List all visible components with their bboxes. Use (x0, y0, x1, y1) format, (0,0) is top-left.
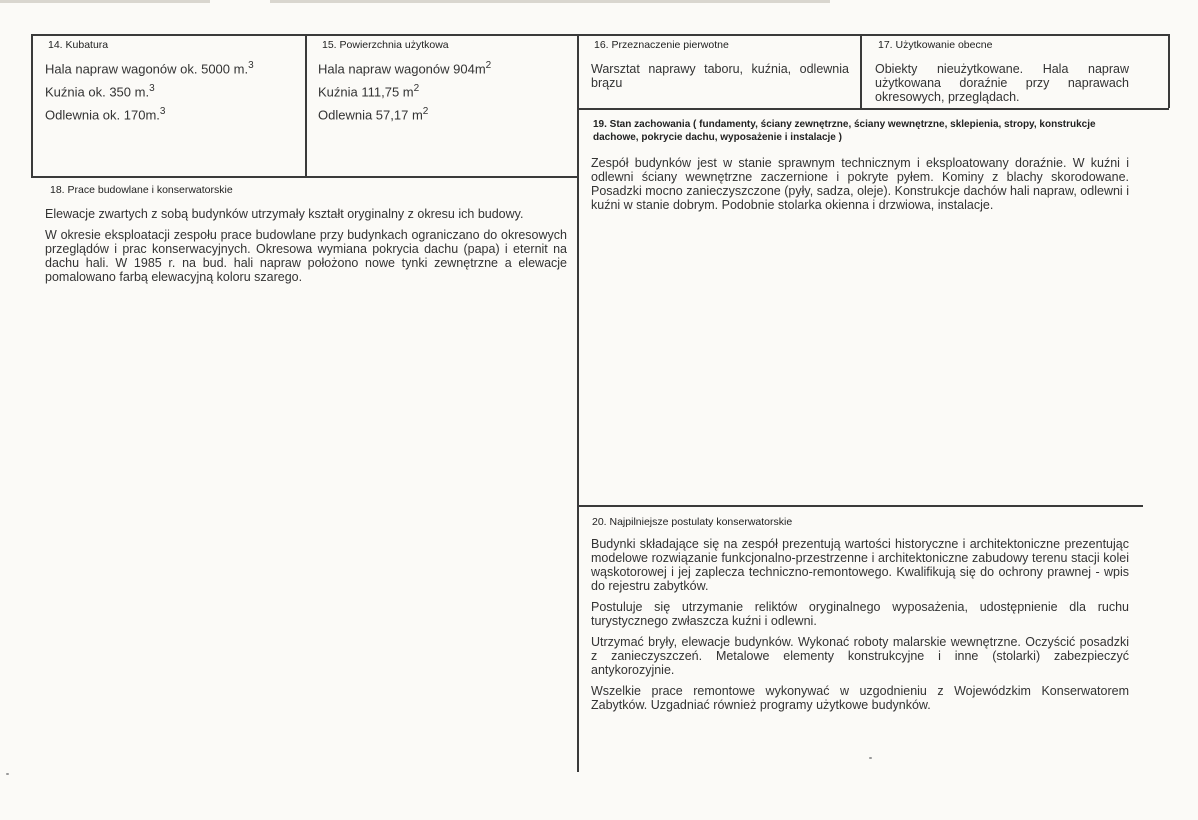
paragraph: W okresie eksploatacji zespołu prace budowlane przy budynkach ograniczano do okresowych przeglądów i prac konserwacyjnych. Okresowa wymiana pokrycia dachu (papa) i eternit na dachu hali. W 1985 r. na bud. hali napraw położono nowe tynki zewnętrzne a elewacje pomalowano farbą elewacyjną koloru szarego. (45, 228, 567, 284)
section-16-text: Warsztat naprawy taboru, kuźnia, odlewnia brązu (591, 62, 849, 90)
powierzchnia-line: Odlewnia 57,17 $m^2$ (318, 106, 429, 123)
paragraph: Utrzymać bryły, elewacje budynków. Wykonać roboty malarskie wewnętrzne. Oczyścić posadzki z zanieczyszczeń. Metalowe elementy konstrukcyjne i inne (stolarki) zabezpieczyć antykorozyjnie. (591, 635, 1129, 677)
section-19-text: Zespół budynków jest w stanie sprawnym technicznym i eksploatowany doraźnie. W kuźni i odlewni ściany wewnętrzne zaczernione i pokryte pyłem. Kominy z blachy skorodowane. Posadzki mocno zanieczyszczone (pyły, sadza, oleje). Konstrukcje dachów hali napraw, odlewni i kuźni w stanie dobrym. Podobnie stolarka okienna i drzwiowa, instalacje. (591, 156, 1129, 212)
section-17-text: Obiekty nieużytkowane. Hala napraw użytkowana doraźnie przy naprawach okresowych, przeglądach. (875, 62, 1129, 104)
section-19-header: 19. Stan zachowania ( fundamenty, ściany zewnętrzne, ściany wewnętrzne, sklepienia, stropy, konstrukcje dachowe, pokrycie dachu, wyposażenie i instalacje ) (593, 119, 1096, 143)
paragraph: Wszelkie prace remontowe wykonywać w uzgodnieniu z Wojewódzkim Konserwatorem Zabytków. Uzgadniać również programy użytkowe budynków. (591, 684, 1129, 712)
table-left-border (31, 34, 33, 176)
divider-15-18 (31, 176, 578, 178)
section-17-header: 17. Użytkowanie obecne (878, 39, 993, 51)
paragraph: Budynki składające się na zespół prezentują wartości historyczne i architektoniczne prezentując modelowe rozwiązanie funkcjonalno-przestrzenne i architektoniczne zabudowy terenu stacji kolei wąskotorowej i jej zaplecza techniczno-remontowego. Kwalifikują się do ochrony prawnej - wpis do rejestru zabytków. (591, 537, 1129, 593)
kubatura-line: Hala napraw wagonów ok. 5000 m.$^3$ (45, 60, 254, 77)
section-15-header: 15. Powierzchnia użytkowa (322, 39, 449, 51)
divider-19-20 (577, 505, 1143, 507)
section-14-header: 14. Kubatura (48, 39, 109, 51)
scan-speck (6, 773, 9, 775)
powierzchnia-line: Hala napraw wagonów $904m^2$ (318, 60, 492, 77)
table-top-border (31, 34, 1169, 36)
kubatura-line: Kuźnia ok. 350 m.$^3$ (45, 83, 155, 100)
scan-artifact (0, 0, 210, 3)
scan-speck (869, 757, 872, 759)
divider-16-17 (860, 34, 862, 108)
center-divider (577, 34, 579, 772)
section-18-header: 18. Prace budowlane i konserwatorskie (50, 184, 233, 196)
scan-artifact (270, 0, 830, 3)
section-20-header: 20. Najpilniejsze postulaty konserwatorskie (592, 516, 793, 528)
paragraph: Postuluje się utrzymanie reliktów oryginalnego wyposażenia, udostępnienie dla ruchu turystycznego zwłaszcza kuźni i odlewni. (591, 600, 1129, 628)
section-16-header: 16. Przeznaczenie pierwotne (594, 39, 729, 51)
paragraph: Elewacje zwartych z sobą budynków utrzymały kształt oryginalny z okresu ich budowy. (45, 207, 524, 221)
kubatura-line: Odlewnia ok. 170m.$^3$ (45, 106, 166, 123)
section-20-text (591, 537, 1129, 719)
divider-14-15 (305, 34, 307, 176)
section-18-text (45, 207, 567, 291)
table-right-border (1168, 34, 1170, 108)
powierzchnia-line: Kuźnia 111,75 $m^2$ (318, 83, 420, 100)
